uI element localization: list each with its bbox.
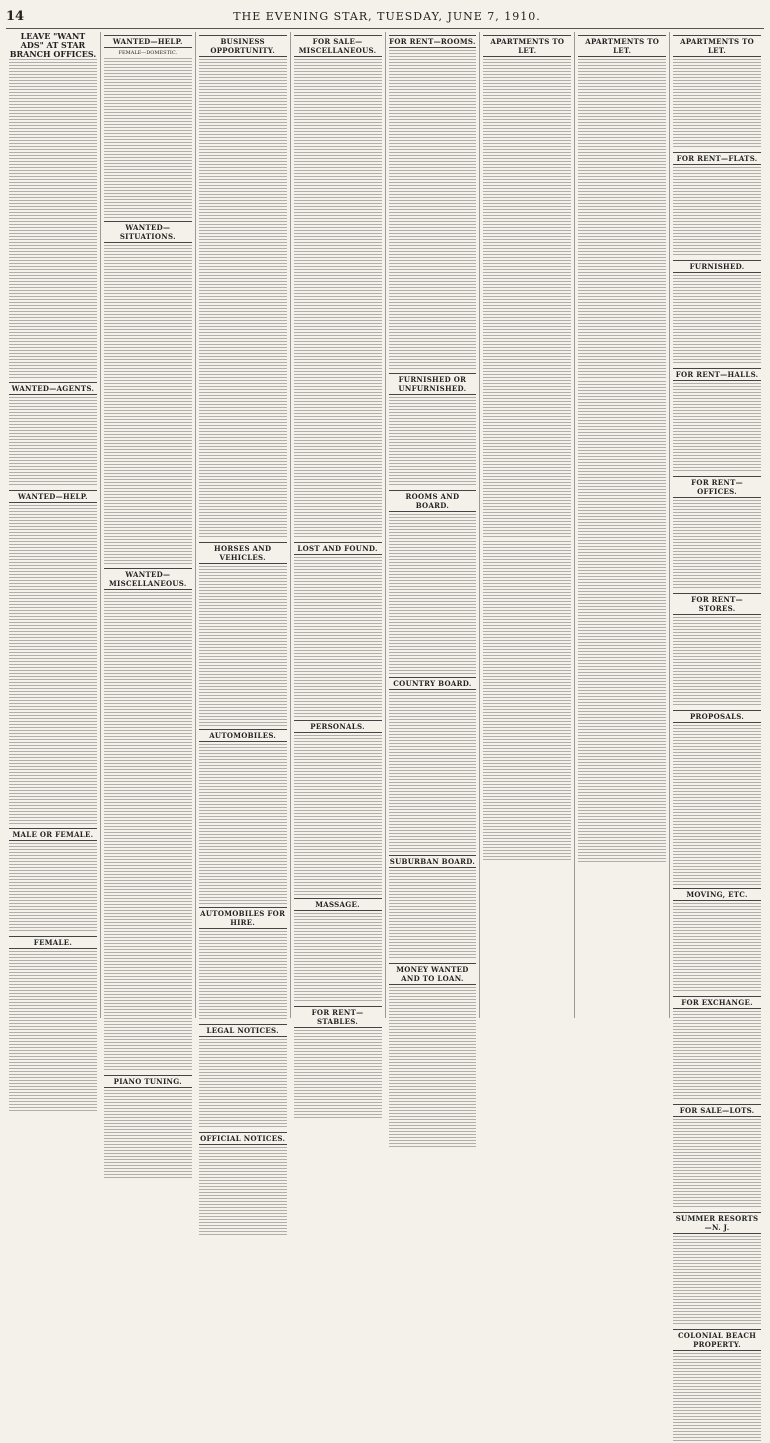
- section-heading: FOR RENT—HALLS.: [673, 368, 761, 381]
- classified-ad-text: [389, 692, 477, 852]
- classified-ad-text: [199, 1039, 287, 1129]
- classified-ad-text: [673, 617, 761, 707]
- section-heading: APARTMENTS TO LET.: [578, 35, 666, 57]
- column-2: [101, 32, 196, 1086]
- column-4: [291, 32, 386, 1026]
- section-heading: PIANO TUNING.: [104, 1075, 192, 1088]
- section-heading: SUBURBAN BOARD.: [389, 857, 476, 866]
- classified-ad-text: [673, 1011, 761, 1101]
- section-heading: FOR SALE—MISCELLANEOUS.: [294, 35, 382, 57]
- section-heading: MALE OR FEMALE.: [9, 828, 97, 841]
- classified-ad-text: [199, 931, 287, 1021]
- classified-ad-text: [294, 735, 382, 895]
- classified-ad-text: [483, 541, 571, 861]
- section-heading: PERSONALS.: [294, 720, 382, 733]
- classified-ad-text: [9, 843, 97, 933]
- section-heading: FOR SALE—LOTS.: [673, 1104, 761, 1117]
- classified-ad-text: [9, 397, 97, 487]
- section-heading: COUNTRY BOARD.: [389, 677, 477, 690]
- section-heading: ROOMS AND BOARD.: [389, 490, 477, 512]
- section-heading: FURNISHED.: [673, 260, 761, 273]
- section-heading: AUTOMOBILES FOR HIRE.: [200, 909, 286, 927]
- section-heading: WANTED—AGENTS.: [9, 382, 97, 395]
- classified-ad-text: [104, 592, 192, 1072]
- section-heading: MASSAGE.: [294, 898, 382, 911]
- classified-ad-text: [673, 500, 761, 590]
- section-heading: WANTED—HELP.: [104, 35, 192, 48]
- classified-ad-text: [199, 59, 287, 539]
- classified-ad-text: [673, 725, 761, 885]
- classified-ad-text: [389, 397, 477, 487]
- column-6: [480, 32, 575, 1018]
- classified-ad-text: [294, 557, 382, 717]
- classified-ad-text: [9, 505, 97, 825]
- section-heading: FOR EXCHANGE.: [673, 996, 761, 1009]
- section-heading: AUTOMOBILES.: [199, 729, 287, 742]
- column-7: [575, 32, 670, 1018]
- classified-ad-text: [673, 167, 761, 257]
- classified-ad-text: [673, 383, 761, 473]
- section-heading: MOVING, ETC.: [673, 888, 761, 901]
- section-heading: FURNISHED OR UNFURNISHED.: [389, 373, 477, 395]
- masthead: [6, 4, 764, 29]
- classified-ad-text: [389, 987, 477, 1147]
- classified-columns: [6, 31, 764, 1349]
- section-heading: FOR RENT—ROOMS.: [389, 37, 476, 46]
- classified-ad-text: [389, 514, 477, 674]
- classified-ad-text: [294, 59, 382, 539]
- section-heading: LEAVE "WANT ADS" AT STAR BRANCH OFFICES.: [9, 31, 97, 59]
- page-number: 14: [6, 8, 25, 24]
- column-5: [386, 32, 481, 1018]
- classified-ad-text: [9, 59, 97, 379]
- classified-ad-text: [104, 1090, 192, 1180]
- section-heading: FOR RENT—OFFICES.: [673, 476, 761, 498]
- section-heading: WANTED—SITUATIONS.: [104, 221, 192, 243]
- section-heading: SUMMER RESORTS—N. J.: [673, 1212, 761, 1234]
- classified-ad-text: [673, 1119, 761, 1209]
- classified-ad-text: [578, 543, 666, 863]
- section-heading: APARTMENTS TO LET.: [673, 35, 761, 57]
- section-heading: BUSINESS OPPORTUNITY.: [199, 35, 287, 57]
- classified-ad-text: [673, 903, 761, 993]
- classified-ad-text: [199, 566, 287, 726]
- column-3: [196, 32, 291, 1143]
- column-1: [6, 32, 101, 1018]
- classified-ad-text: [9, 951, 97, 1111]
- section-heading: FOR RENT—STORES.: [673, 593, 761, 615]
- section-heading: LEGAL NOTICES.: [199, 1024, 287, 1037]
- section-heading: FOR RENT—STABLES.: [294, 1006, 382, 1028]
- classified-ad-text: [673, 1353, 761, 1443]
- section-heading: FEMALE.: [9, 936, 97, 949]
- classified-ad-text: [294, 913, 382, 1003]
- section-heading: HORSES AND VEHICLES.: [199, 542, 287, 564]
- classified-ad-text: [199, 1147, 287, 1237]
- classified-ad-text: [294, 1030, 382, 1120]
- section-heading: LOST AND FOUND.: [294, 542, 382, 555]
- column-8: [670, 32, 764, 1349]
- section-heading: MONEY WANTED AND TO LOAN.: [389, 963, 477, 985]
- classified-ad-text: [483, 59, 571, 539]
- classified-ad-text: [199, 744, 287, 904]
- section-heading: FOR RENT—FLATS.: [673, 152, 761, 165]
- section-heading: APARTMENTS TO LET.: [483, 35, 571, 57]
- classified-ad-text: [673, 275, 761, 365]
- classified-ad-text: [578, 59, 666, 379]
- section-heading: PROPOSALS.: [673, 710, 761, 723]
- classified-ad-text: [104, 58, 192, 218]
- classified-ad-text: [389, 870, 477, 960]
- classified-ad-text: [389, 50, 477, 370]
- section-heading: WANTED—MISCELLANEOUS.: [104, 568, 192, 590]
- classified-ad-text: [673, 1236, 761, 1326]
- section-heading: WANTED—HELP.: [9, 490, 97, 503]
- classified-ad-text: [673, 59, 761, 149]
- classified-ad-text: [104, 245, 192, 565]
- section-subheading: FEMALE—DOMESTIC.: [118, 50, 178, 56]
- page-title: THE EVENING STAR, TUESDAY, JUNE 7, 1910.: [233, 9, 541, 23]
- section-heading: OFFICIAL NOTICES.: [200, 1134, 286, 1143]
- classified-ad-text: [578, 381, 666, 541]
- section-heading: COLONIAL BEACH PROPERTY.: [673, 1329, 761, 1351]
